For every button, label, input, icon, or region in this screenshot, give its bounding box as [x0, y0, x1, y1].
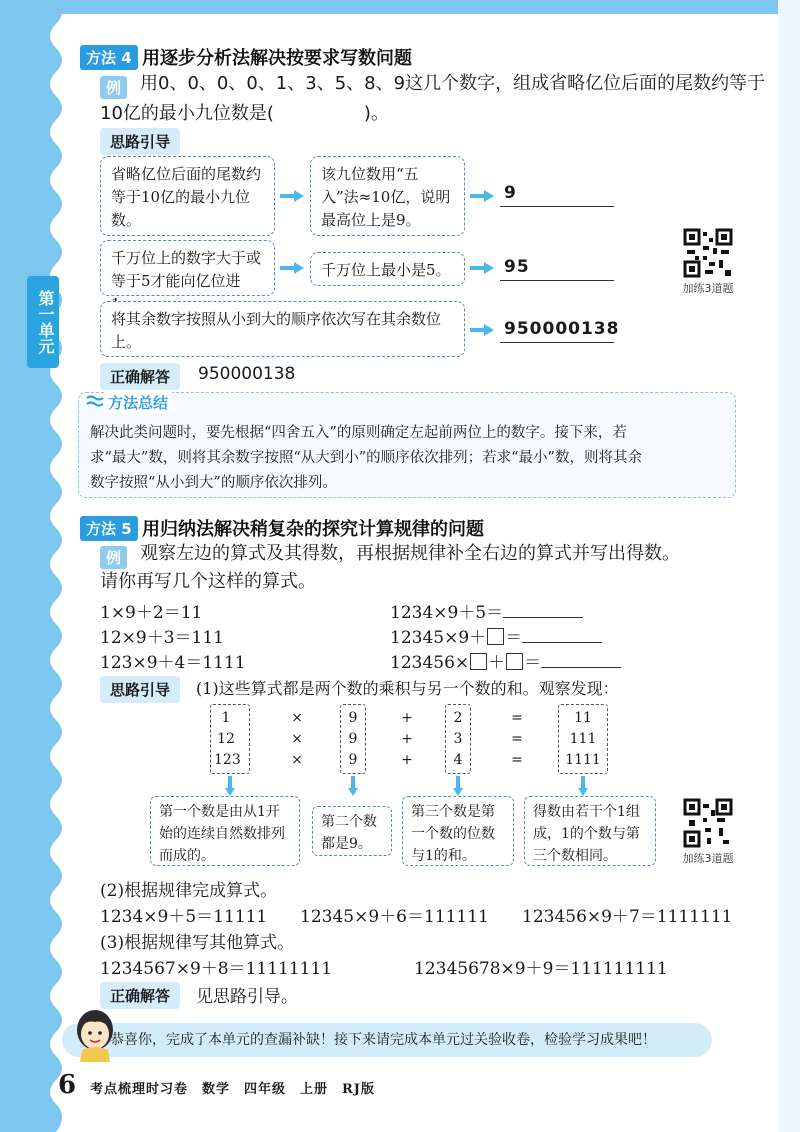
col1-cell: 12 — [217, 731, 235, 747]
right-equation-2 — [390, 623, 602, 648]
method5-answer-label: 正确解答 — [100, 982, 180, 1009]
unit-side-tab: 第一单元 — [27, 276, 59, 368]
student-avatar-icon — [70, 1004, 120, 1062]
blank-box[interactable] — [470, 653, 487, 670]
equals-sign: = — [511, 710, 523, 726]
congrats-banner: 恭喜你，完成了本单元的查漏补缺！接下来请完成本单元过关验收卷，检验学习成果吧！ — [62, 1023, 712, 1057]
summary-line2: 求“最大”数，则将其余数字按照“从大到小”的顺序依次排列；若求“最小”数，则将其余 — [90, 450, 642, 466]
left-equation: 12×9＋3＝111 — [100, 628, 224, 648]
arrow-icon — [280, 190, 304, 202]
explain-result: 得数由若干个1组成，1的个数与第三个数相同。 — [524, 796, 656, 866]
answer-blank[interactable] — [503, 617, 583, 618]
col2-cell: 9 — [348, 710, 358, 726]
arrow-icon — [470, 262, 494, 274]
method5-answer-value: 见思路引导。 — [196, 987, 298, 1007]
arrow-icon — [470, 324, 494, 336]
down-arrow-icon — [348, 776, 358, 796]
method5-guide-label: 思路引导 — [100, 676, 180, 703]
right-edge — [778, 0, 800, 1132]
summary-icon — [86, 394, 104, 408]
arrow-icon — [470, 190, 494, 202]
right-eq3-text-b: ＋ — [488, 653, 506, 673]
m4-step2-box1: 千万位上的数字大于或等于5才能向亿位进 — [100, 240, 275, 296]
times-sign: × — [291, 710, 303, 726]
right-eq3-text-a: 123456× — [390, 653, 470, 673]
m4-step3-box: 将其余数字按照从小到大的顺序依次写在其余数位上。 — [100, 301, 465, 357]
step2-equation: 12345×9＋6＝111111 — [300, 907, 489, 927]
answer-blank[interactable] — [522, 642, 602, 643]
explain-first-number: 第一个数是由从1开始的连续自然数排列而成的。 — [150, 796, 300, 866]
left-equation: 1×9＋2＝11 — [100, 603, 203, 623]
down-arrow-icon — [578, 776, 588, 796]
down-arrow-icon — [225, 776, 235, 796]
plus-sign: + — [401, 731, 413, 747]
step2-equation: 123456×9＋7＝1111111 — [522, 907, 733, 927]
method5-guide-text: (1)这些算式都是两个数的乘积与另一个数的和。观察发现： — [196, 679, 619, 698]
qr-code-icon — [683, 228, 733, 278]
m4-step3-answer: 950000138 — [500, 316, 614, 343]
col2-cell: 9 — [348, 752, 358, 768]
col4-cell: 11 — [574, 710, 592, 726]
right-eq2-text-a: 12345×9＋ — [390, 628, 487, 648]
col1-cell: 1 — [221, 710, 231, 726]
method4-example-tag: 例 — [100, 76, 127, 99]
method5-title: 用归纳法解决稍复杂的探究计算规律的问题 — [142, 519, 484, 540]
times-sign: × — [291, 752, 303, 768]
step3-title: (3)根据规律写其他算式。 — [100, 933, 295, 953]
wave-border — [36, 0, 76, 1132]
method4-example-line2: 10亿的最小九位数是( )。 — [100, 103, 389, 124]
right-eq2-text-b: ＝ — [505, 628, 523, 648]
method5-tag: 方法 5 — [80, 516, 138, 541]
method4-guide-label: 思路引导 — [100, 128, 180, 155]
method4-title: 用逐步分析法解决按要求写数问题 — [142, 48, 412, 69]
summary-line3: 数字按照“从小到大”的顺序依次排列。 — [90, 475, 337, 491]
top-decorative-band — [0, 0, 800, 14]
col1-cell: 123 — [214, 752, 241, 768]
m4-step2-answer: 95 — [500, 254, 614, 281]
plus-sign: + — [401, 752, 413, 768]
right-equation-1 — [390, 598, 583, 623]
arrow-icon — [280, 262, 304, 274]
equals-sign: = — [511, 731, 523, 747]
method5-example-line2: 请你再写几个这样的算式。 — [100, 571, 316, 592]
method4-tag: 方法 4 — [80, 45, 138, 70]
blank-box[interactable] — [506, 653, 523, 670]
right-eq1-text: 1234×9＋5＝ — [390, 603, 504, 623]
explain-second-number: 第二个数都是9。 — [312, 806, 392, 856]
page-number: 6 — [58, 1070, 77, 1100]
method4-answer-label: 正确解答 — [100, 363, 180, 390]
left-equation: 123×9＋4＝1111 — [100, 653, 246, 673]
step3-equation: 1234567×9＋8＝11111111 — [100, 959, 333, 979]
answer-blank[interactable] — [541, 667, 621, 668]
qr-code-icon — [683, 798, 733, 848]
col4-cell: 111 — [569, 731, 597, 747]
method4-example-line1: 用0、0、0、0、1、3、5、8、9这几个数字，组成省略亿位后面的尾数约等于 — [140, 73, 766, 94]
col3-cell: 3 — [453, 731, 463, 747]
m4-step1-answer: 9 — [500, 180, 614, 207]
step2-title: (2)根据规律完成算式。 — [100, 881, 278, 901]
m4-step2-box2: 千万位上最小是5。 — [310, 252, 465, 286]
equals-sign: = — [511, 752, 523, 768]
qr-label: 加练3道题 — [682, 282, 734, 295]
qr-label: 加练3道题 — [682, 852, 734, 865]
right-equation-3 — [390, 648, 621, 673]
summary-title: 方法总结 — [104, 392, 172, 413]
right-eq3-text-c: ＝ — [524, 653, 542, 673]
book-info: 考点梳理时习卷 数学 四年级 上册 RJ版 — [90, 1082, 375, 1097]
col3-cell: 2 — [453, 710, 463, 726]
method5-example-tag: 例 — [100, 546, 127, 569]
step2-equation: 1234×9＋5＝11111 — [100, 907, 268, 927]
blank-box[interactable] — [487, 628, 504, 645]
times-sign: × — [291, 731, 303, 747]
m4-step1-box2: 该九位数用“五入”法≈10亿，说明最高位上是9。 — [310, 156, 465, 236]
method4-answer-value: 950000138 — [198, 364, 296, 384]
col4-cell: 1111 — [565, 752, 601, 768]
explain-third-number: 第三个数是第一个数的位数与1的和。 — [402, 796, 514, 866]
col2-cell: 9 — [348, 731, 358, 747]
plus-sign: + — [401, 710, 413, 726]
method5-example-line1: 观察左边的算式及其得数，再根据规律补全右边的算式并写出得数。 — [140, 543, 680, 564]
down-arrow-icon — [453, 776, 463, 796]
col3-cell: 4 — [453, 752, 463, 768]
m4-step1-box1: 省略亿位后面的尾数约等于10亿的最小九位数。 — [100, 156, 275, 236]
summary-line1: 解决此类问题时，要先根据“四舍五入”的原则确定左起前两位上的数字。接下来，若 — [90, 425, 627, 441]
step3-equation: 12345678×9＋9＝111111111 — [414, 959, 668, 979]
